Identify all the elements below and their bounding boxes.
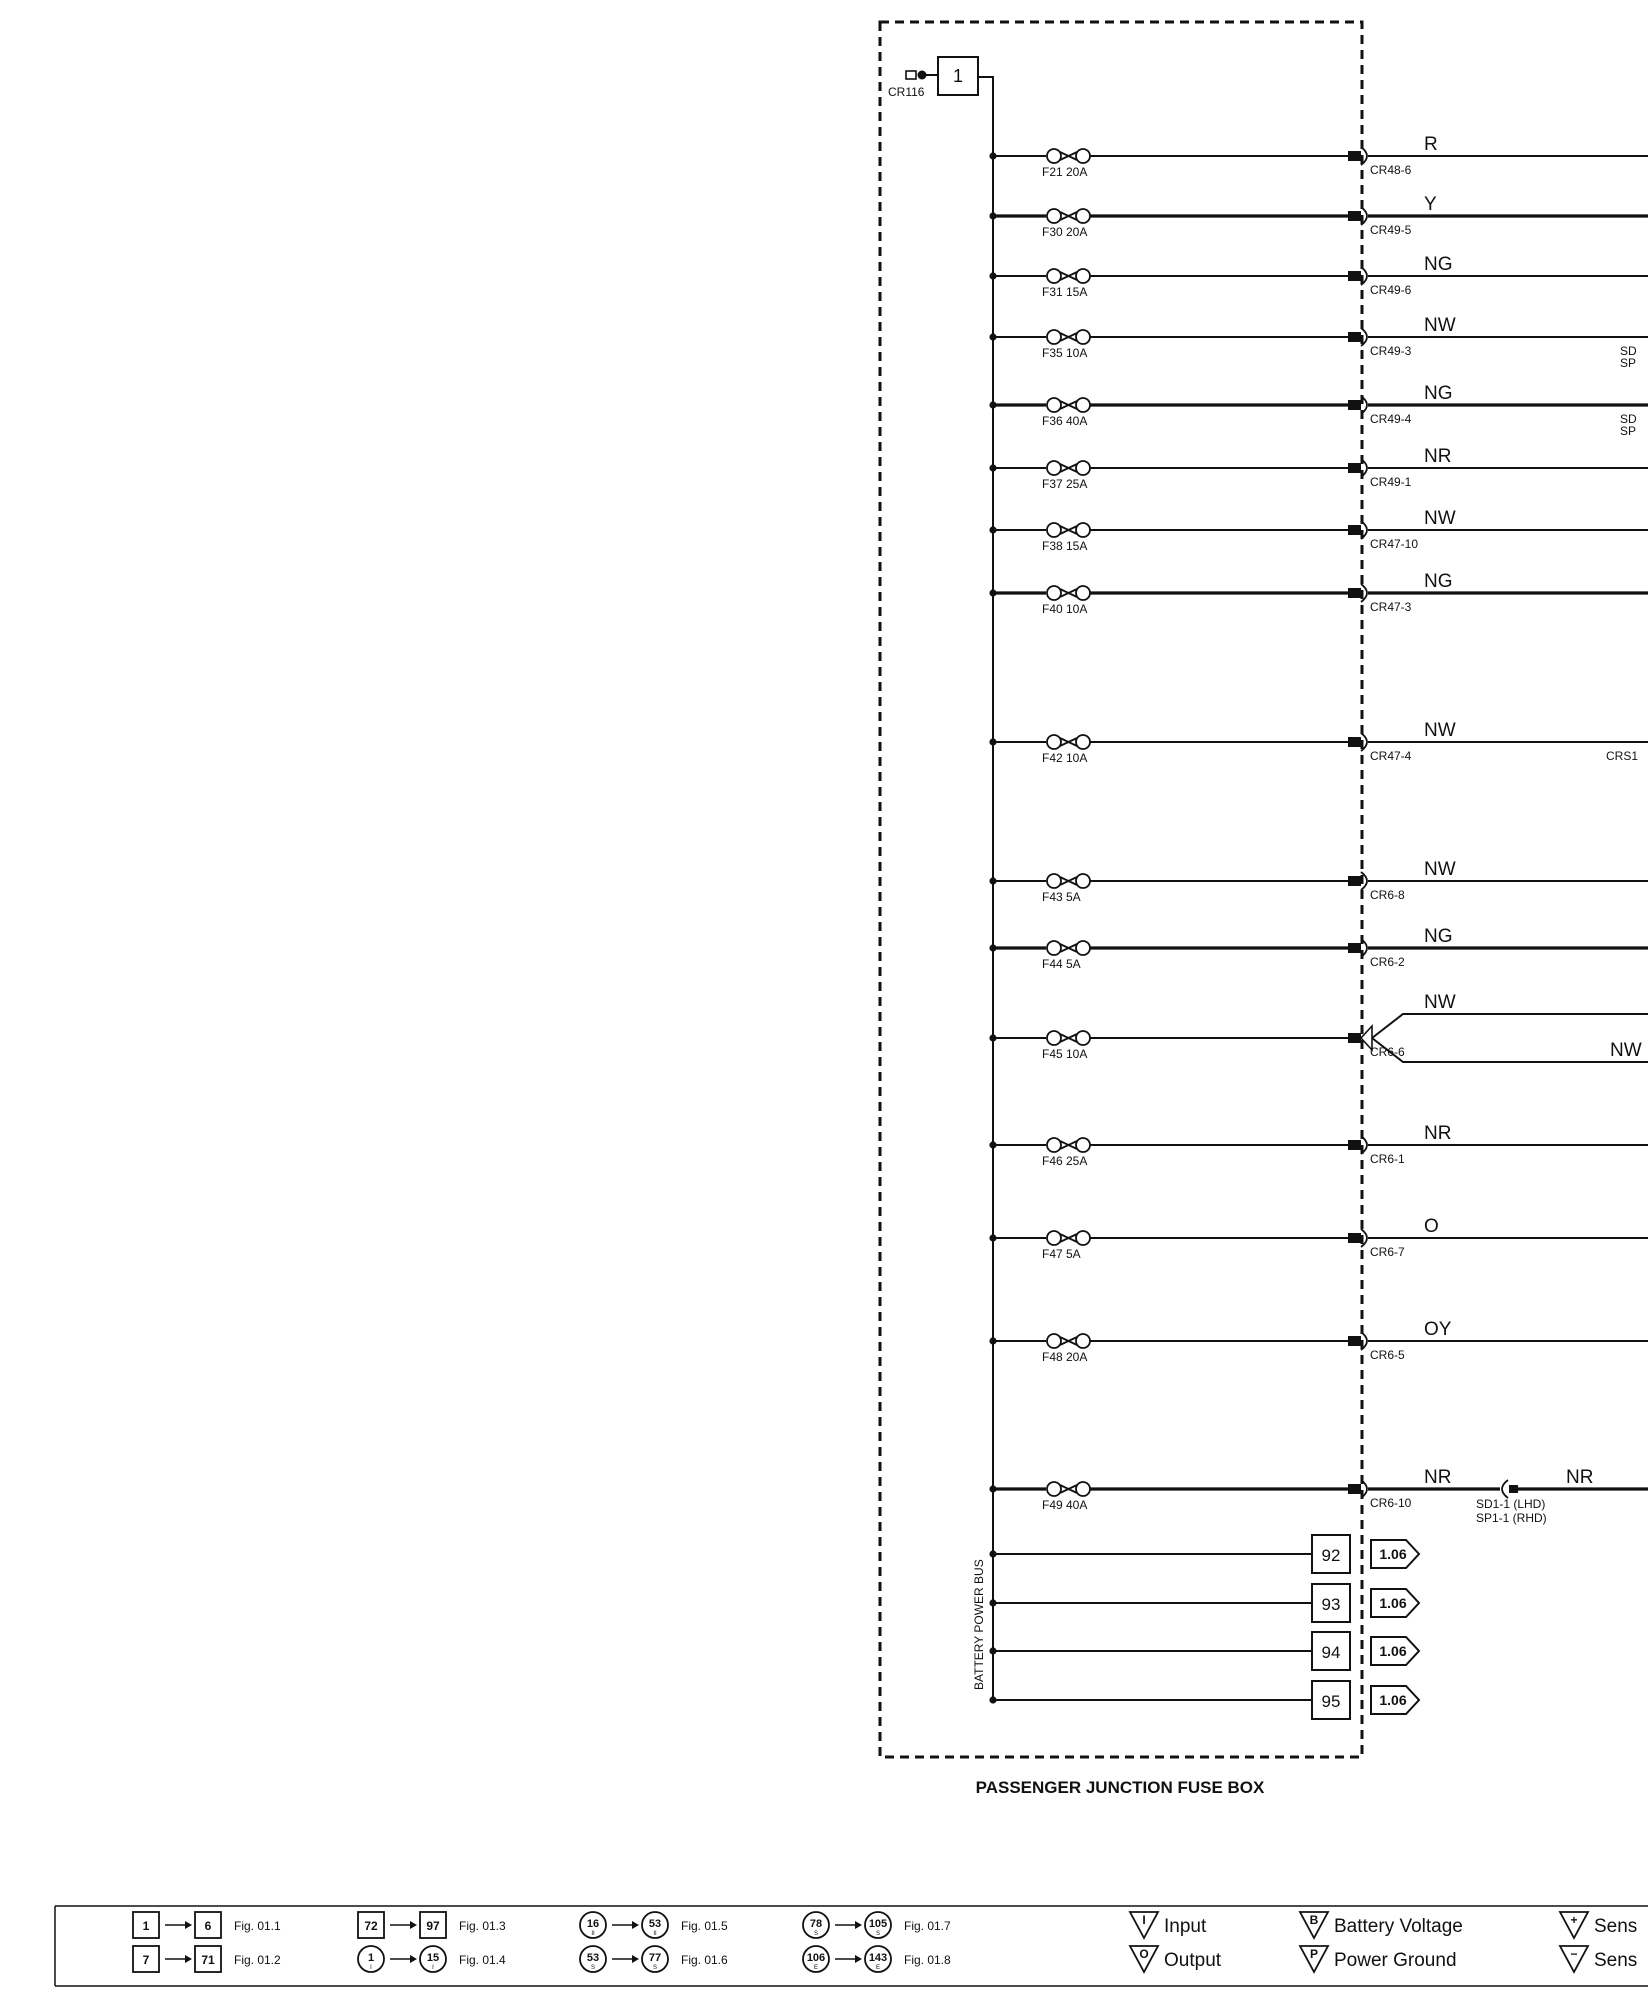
connector-label: CR47-4 (1370, 749, 1412, 763)
fuse-icon (1047, 149, 1090, 163)
legend-fig-label: Fig. 01.2 (234, 1953, 281, 1967)
fuse-label: F48 20A (1042, 1350, 1088, 1364)
svg-text:78: 78 (809, 1918, 823, 1930)
fuse-circuit (989, 1216, 1648, 1261)
bus-output (989, 1681, 1419, 1719)
bus-outputs (989, 1535, 1419, 1719)
connector-terminal (1348, 332, 1361, 342)
svg-text:53: 53 (648, 1918, 662, 1930)
legend-fig-label: Fig. 01.8 (904, 1953, 951, 1967)
svg-text:E: E (813, 1965, 819, 1971)
output-pin-label: 92 (1321, 1546, 1341, 1565)
legend-symbol (1300, 1946, 1457, 1972)
page-ref-label[interactable]: 1.06 (1379, 1546, 1407, 1562)
legend-fig-label: Fig. 01.7 (904, 1919, 951, 1933)
fuse-label: F37 25A (1042, 477, 1088, 491)
legend-symbol (1560, 1946, 1637, 1972)
output-pin-label: 93 (1321, 1595, 1341, 1614)
fuse-icon (1047, 461, 1090, 475)
output-pin-label: 94 (1321, 1643, 1341, 1662)
fuse-icon (1047, 523, 1090, 537)
svg-text:E: E (875, 1965, 881, 1971)
fuse-circuit (989, 446, 1648, 491)
fuse-label: F35 10A (1042, 346, 1088, 360)
connector-label: CR49-6 (1370, 283, 1412, 297)
legend-symbol (1300, 1912, 1463, 1938)
connector-label: CR6-7 (1370, 1245, 1405, 1259)
wire-color-label: NW (1424, 315, 1456, 336)
wire-color-label: NW (1424, 859, 1456, 880)
fuse-icon (1047, 1138, 1090, 1152)
wire-color-label: Y (1424, 194, 1437, 215)
connector-terminal (1348, 525, 1361, 535)
fuse-icon (1047, 330, 1090, 344)
fuse-circuit (989, 254, 1648, 299)
svg-text:O: O (1139, 1947, 1149, 1961)
fuse-circuit (989, 315, 1648, 370)
legend-range (133, 1946, 281, 1972)
legend-symbol-label: Sens (1594, 1916, 1638, 1937)
wire-color-label-2: NR (1566, 1467, 1594, 1488)
wire-color-label: NG (1424, 383, 1453, 404)
connector-terminal (1348, 151, 1361, 161)
svg-text:S: S (813, 1931, 819, 1937)
fuse-label: F45 10A (1042, 1047, 1088, 1061)
svg-text:II: II (653, 1931, 657, 1937)
svg-text:53: 53 (586, 1952, 600, 1964)
connector-terminal (1348, 588, 1361, 598)
connector-label: CR47-10 (1370, 537, 1419, 551)
legend-symbol (1130, 1912, 1207, 1938)
fuse-label: F30 20A (1042, 225, 1088, 239)
input-pin-label: 1 (952, 66, 964, 86)
wire-color-label: NR (1424, 446, 1452, 467)
svg-text:105: 105 (868, 1918, 888, 1930)
legend-symbol (1130, 1946, 1222, 1972)
legend-range (803, 1946, 951, 1972)
arrow-right-icon (185, 1955, 192, 1963)
input-connector-label: CR116 (888, 85, 925, 99)
page-ref-label[interactable]: 1.06 (1379, 1692, 1407, 1708)
svg-text:97: 97 (426, 1919, 440, 1933)
connector-label: CR6-8 (1370, 888, 1405, 902)
arrow-right-icon (855, 1955, 862, 1963)
fuse-circuit (989, 1123, 1648, 1168)
connector-terminal (1348, 271, 1361, 281)
page-ref-label[interactable]: 1.06 (1379, 1595, 1407, 1611)
fuse-label: F21 20A (1042, 165, 1088, 179)
legend-symbol-label: Power Ground (1334, 1950, 1457, 1971)
wire-color-label: NG (1424, 254, 1453, 275)
legend-fig-label: Fig. 01.1 (234, 1919, 281, 1933)
connector-terminal (1348, 463, 1361, 473)
arrow-right-icon (410, 1955, 417, 1963)
arrow-right-icon (855, 1921, 862, 1929)
fuse-icon (1047, 586, 1090, 600)
svg-text:−: − (1570, 1947, 1578, 1961)
wire-color-label: O (1424, 1216, 1439, 1237)
legend-ranges (133, 1912, 951, 1972)
legend-symbol-label: Input (1164, 1916, 1207, 1937)
svg-text:1: 1 (367, 1952, 375, 1964)
fuse-box-border (880, 22, 1362, 1757)
connector-terminal (1348, 1233, 1361, 1243)
wire-color-label: R (1424, 134, 1438, 155)
wire-color-label: NR (1424, 1123, 1452, 1144)
fuse-icon (1047, 1231, 1090, 1245)
svg-text:I: I (1142, 1913, 1146, 1927)
svg-text:106: 106 (806, 1952, 826, 1964)
fuse-label: F43 5A (1042, 890, 1081, 904)
fuse-circuit (989, 383, 1648, 438)
battery-power-bus-label: BATTERY POWER BUS (972, 1559, 986, 1690)
input-connector (888, 57, 993, 1702)
svg-text:I: I (370, 1965, 372, 1971)
svg-text:16: 16 (586, 1918, 600, 1930)
output-pin-label: 95 (1321, 1692, 1341, 1711)
connector-terminal (1348, 876, 1361, 886)
splice-terminal (1509, 1485, 1518, 1493)
wire-color-label: OY (1424, 1319, 1452, 1340)
fuse-icon (1047, 398, 1090, 412)
legend-symbols (1130, 1912, 1637, 1972)
legend-range (580, 1912, 728, 1938)
fuse-label: F31 15A (1042, 285, 1088, 299)
svg-text:B: B (1309, 1913, 1319, 1927)
legend-fig-label: Fig. 01.5 (681, 1919, 728, 1933)
connector-label: CR49-3 (1370, 344, 1412, 358)
connector-terminal (1348, 943, 1361, 953)
bus-output (989, 1535, 1419, 1573)
arrow-right-icon (632, 1955, 639, 1963)
fuse-icon (1047, 1482, 1090, 1496)
right-edge-note: SP (1620, 356, 1637, 370)
connector-terminal (1348, 737, 1361, 747)
connector-label: CR6-6 (1370, 1045, 1405, 1059)
splice-label: SD1-1 (LHD) (1476, 1497, 1546, 1511)
fuse-circuit (989, 1319, 1648, 1364)
connector-label: CR6-10 (1370, 1496, 1412, 1510)
wire-color-label: NW (1424, 720, 1456, 741)
svg-text:II: II (591, 1931, 595, 1937)
connector-terminal (1348, 1033, 1361, 1043)
svg-text:15: 15 (426, 1952, 440, 1964)
fuse-icon (1047, 209, 1090, 223)
connector-terminal (1348, 400, 1361, 410)
connector-terminal (1348, 1140, 1361, 1150)
fuse-icon (1047, 735, 1090, 749)
connector-terminal (1348, 211, 1361, 221)
page-ref-label[interactable]: 1.06 (1379, 1643, 1407, 1659)
fuse-label: F36 40A (1042, 414, 1088, 428)
legend-symbol-label: Battery Voltage (1334, 1916, 1463, 1937)
legend-fig-label: Fig. 01.4 (459, 1953, 506, 1967)
bus-output (989, 1632, 1419, 1670)
legend-range (580, 1946, 728, 1972)
fuse-circuit (989, 194, 1648, 239)
fuse-circuit (989, 926, 1648, 971)
right-edge-note: CRS1 (1606, 749, 1639, 763)
right-edge-note: SP (1620, 424, 1637, 438)
fuse-circuit (989, 992, 1648, 1062)
arrow-right-icon (185, 1921, 192, 1929)
fuse-label: F38 15A (1042, 539, 1088, 553)
connector-label: CR6-5 (1370, 1348, 1405, 1362)
splice-socket (1502, 1480, 1508, 1498)
bus-output (989, 1584, 1419, 1622)
connector-label: CR6-2 (1370, 955, 1405, 969)
connector-label: CR48-6 (1370, 163, 1412, 177)
legend-symbol-label: Output (1164, 1950, 1222, 1971)
fuse-circuit (989, 508, 1648, 553)
fuse-circuit (989, 1467, 1648, 1525)
svg-text:I: I (432, 1965, 434, 1971)
fuse-circuit (989, 571, 1648, 616)
wire-color-label: NG (1424, 571, 1453, 592)
fuse-label: F40 10A (1042, 602, 1088, 616)
legend-fig-label: Fig. 01.6 (681, 1953, 728, 1967)
svg-text:1: 1 (142, 1919, 150, 1933)
wire-color-label: NW (1424, 992, 1456, 1013)
right-edge-note: SD (1620, 412, 1637, 426)
connector-label: CR6-1 (1370, 1152, 1405, 1166)
legend-symbol (1560, 1912, 1637, 1938)
fuse-circuits (989, 134, 1648, 1525)
connector-label: CR49-1 (1370, 475, 1412, 489)
fuse-icon (1047, 941, 1090, 955)
svg-text:6: 6 (204, 1919, 212, 1933)
fuse-icon (1047, 269, 1090, 283)
fuse-circuit (989, 720, 1648, 765)
svg-text:P: P (1309, 1947, 1319, 1961)
connector-terminal (1348, 1484, 1361, 1494)
fuse-label: F42 10A (1042, 751, 1088, 765)
wire-color-label: NG (1424, 926, 1453, 947)
splice-label: SP1-1 (RHD) (1476, 1511, 1547, 1525)
svg-text:71: 71 (201, 1953, 215, 1967)
wire-color-label-2: NW (1610, 1040, 1642, 1061)
connector-label: CR49-5 (1370, 223, 1412, 237)
right-edge-note: SD (1620, 344, 1637, 358)
svg-text:7: 7 (142, 1953, 150, 1967)
svg-text:72: 72 (364, 1919, 378, 1933)
connector-terminal (1348, 1336, 1361, 1346)
wire-color-label: NW (1424, 508, 1456, 529)
legend-range (358, 1912, 506, 1938)
fuse-circuit (989, 859, 1648, 904)
svg-text:S: S (875, 1931, 881, 1937)
fuse-circuit (989, 134, 1648, 179)
svg-text:+: + (1570, 1913, 1578, 1927)
arrow-right-icon (410, 1921, 417, 1929)
arrow-right-icon (632, 1921, 639, 1929)
fuse-icon (1047, 1334, 1090, 1348)
fuse-icon (1047, 874, 1090, 888)
fuse-icon (1047, 1031, 1090, 1045)
legend-symbol-label: Sens (1594, 1950, 1638, 1971)
svg-text:143: 143 (868, 1952, 888, 1964)
connector-label: CR47-3 (1370, 600, 1412, 614)
fuse-label: F44 5A (1042, 957, 1081, 971)
fuse-label: F47 5A (1042, 1247, 1081, 1261)
fuse-label: F49 40A (1042, 1498, 1088, 1512)
svg-text:S: S (652, 1965, 658, 1971)
legend-fig-label: Fig. 01.3 (459, 1919, 506, 1933)
legend-range (358, 1946, 506, 1972)
connector-label: CR49-4 (1370, 412, 1412, 426)
legend-range (803, 1912, 951, 1938)
fuse-label: F46 25A (1042, 1154, 1088, 1168)
wire-color-label: NR (1424, 1467, 1452, 1488)
svg-text:77: 77 (648, 1952, 662, 1964)
svg-text:S: S (590, 1965, 596, 1971)
legend-range (133, 1912, 281, 1938)
legend (55, 1906, 1648, 1986)
fuse-box-title: PASSENGER JUNCTION FUSE BOX (975, 1778, 1265, 1797)
